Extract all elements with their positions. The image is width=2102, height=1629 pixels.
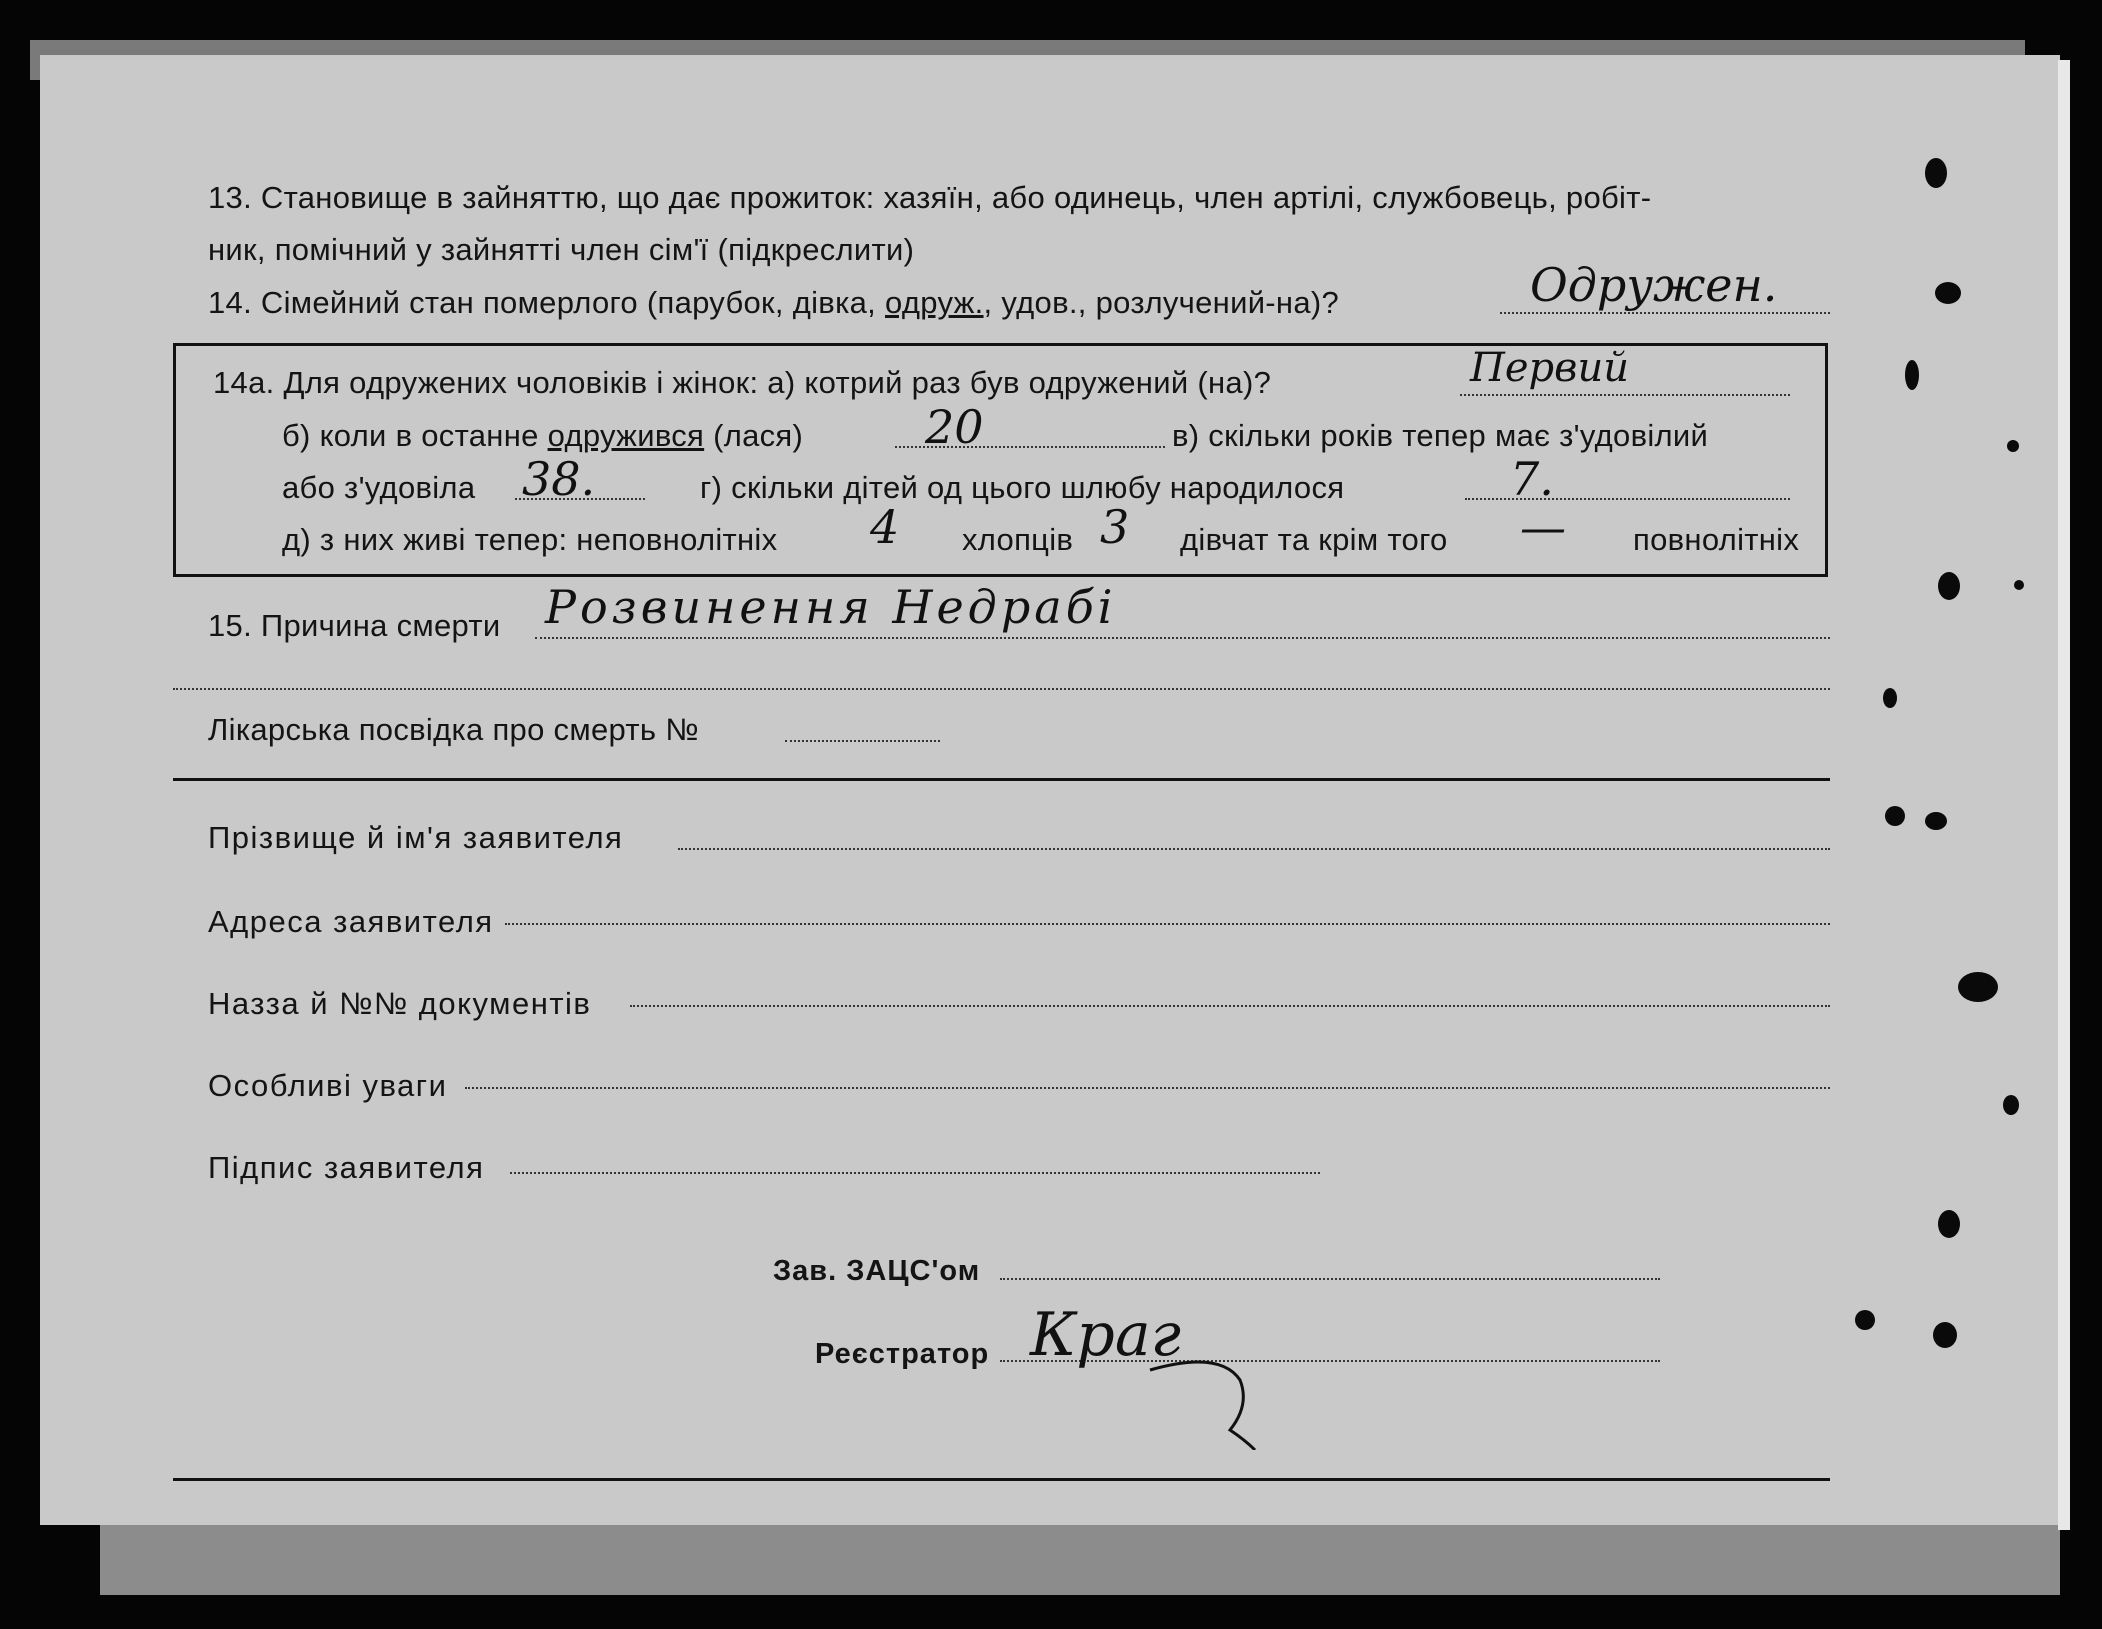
binder-hole [1938,572,1960,600]
item14a-times-line [1460,394,1790,396]
medical-certificate-number-line [785,740,940,742]
item14a-married-option: одружився [547,418,705,453]
item15-answer: Розвинення Недрабі [545,580,1117,634]
scan-bottom-edge [100,1520,2060,1595]
applicant-signature-line [510,1172,1320,1174]
item13-line1: 13. Становище в зайняттю, що дає прожиток: хазяїн, або одинець, член артілі, службовець, робіт- [208,180,1652,215]
applicant-address-line [505,923,1830,925]
binder-hole [1883,688,1897,708]
item14-label-b: , удов., розлучений-на)? [983,285,1340,320]
item14a-line4-c: дівчат та крім того [1180,522,1448,557]
applicant-signature-label: Підпис заявителя [208,1150,485,1185]
binder-hole [1958,972,1998,1002]
item14a-widow-answer: 38. [522,452,596,506]
item14a-line4-b: хлопців [962,522,1074,557]
registrar-signature: Краг [1030,1300,1181,1370]
applicant-address-label: Адреса заявителя [208,904,494,939]
item14a-line2-b: (лася) [704,418,804,453]
item14a-times-answer: Первий [1470,345,1629,391]
item14a-boys-answer: 3 [1100,500,1130,554]
sheet-right-edge [2058,60,2070,1530]
item14a-line1: 14а. Для одружених чоловіків і жінок: а) котрий раз був одружений (на)? [213,365,1272,400]
binder-hole [1885,806,1905,826]
item14a-line4-d: повнолітніх [1633,522,1800,557]
medical-certificate-label: Лікарська посвідка про смерть № [208,712,699,747]
item14a-line2-c: в) скільки років тепер має з'удовілий [1172,418,1709,453]
item14-answer: Одружен. [1530,258,1778,312]
applicant-remarks-label: Особливі уваги [208,1068,448,1103]
applicant-documents-line [630,1005,1830,1007]
binder-hole [2007,440,2019,452]
item14a-line3-b: г) скільки дітей од цього шлюбу народилося [700,470,1345,505]
applicant-documents-label: Назза й №№ документів [208,986,592,1021]
item14a-line3-a: або з'удовіла [282,470,476,505]
head-label: Зав. ЗАЦС'ом [773,1255,981,1287]
head-signature-line [1000,1278,1660,1280]
registrar-label: Реєстратор [815,1338,990,1370]
item14a-children-answer: 7. [1510,452,1554,506]
item14a-minors-answer: 4 [870,500,900,554]
item14a-adults-answer: — [1520,500,1566,554]
binder-hole [1925,158,1947,188]
item15-continuation-line [173,688,1830,690]
section-divider [173,778,1830,781]
binder-hole [1933,1322,1957,1348]
item13-line2: ник, помічний у зайнятті член сім'ї (підкреслити) [208,232,915,267]
item14a-age-answer: 20 [925,400,984,454]
item14a-line4-a: д) з них живі тепер: неповнолітніх [282,522,778,557]
applicant-remarks-line [465,1087,1830,1089]
item14a-line2-a: б) коли в останне [282,418,548,453]
item14-label [208,285,1339,321]
item14-married-option: одруж. [885,285,984,320]
applicant-name-line [678,848,1830,850]
binder-hole [1935,282,1961,304]
binder-hole [2003,1095,2019,1115]
binder-hole [2014,580,2024,590]
binder-hole [1925,812,1947,830]
item14-label-a: 14. Сімейний стан померлого (парубок, дівка, [208,285,885,320]
binder-hole [1938,1210,1960,1238]
binder-hole [1905,360,1919,390]
binder-hole [1855,1310,1875,1330]
item15-label: 15. Причина смерти [208,608,501,643]
item14a-line2 [282,418,803,454]
signature-stroke [1150,1362,1255,1450]
item15-answer-line [535,637,1830,639]
bottom-rule [173,1478,1830,1481]
item14-answer-line [1500,312,1830,314]
registrar-signature-flourish [1130,1290,1350,1450]
applicant-name-label: Прізвище й ім'я заявителя [208,820,624,855]
